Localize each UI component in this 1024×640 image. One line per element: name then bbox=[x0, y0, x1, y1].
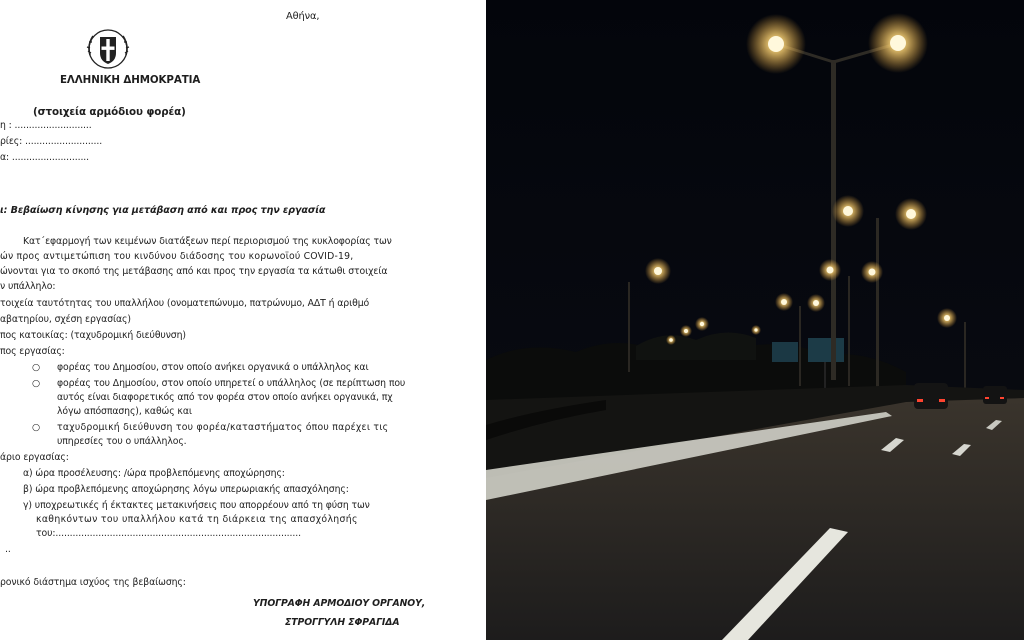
authority-heading: (στοιχεία αρμόδιου φορέα) bbox=[33, 106, 186, 118]
schedule-line: β) ώρα προβλεπόμενης αποχώρησης λόγω υπερωριακής απασχόλησης: bbox=[23, 484, 349, 495]
intro-line: Κατ΄εφαρμογή των κειμένων διατάξεων περί περιορισμού της κυκλοφορίας των bbox=[23, 236, 392, 247]
bullet-text: ταχυδρομική διεύθυνση του φορέα/καταστήματος όπου παρέχει τις bbox=[57, 422, 389, 433]
intro-line: ν υπάλληλο: bbox=[0, 281, 56, 292]
list-item: πος εργασίας: bbox=[0, 346, 65, 357]
document-city: Αθήνα, bbox=[286, 11, 320, 22]
list-item: αβατηρίου, σχέση εργασίας) bbox=[0, 314, 131, 325]
schedule-line: γ) υποχρεωτικές ή έκτακτες μετακινήσεις που απορρέουν από τη φύση των bbox=[23, 500, 370, 511]
bullet-text: αυτός είναι διαφορετικός από τον φορέα στον οποίο ανήκει οργανικά, πχ bbox=[57, 392, 393, 403]
field-line: α: ........................... bbox=[0, 152, 90, 163]
bullet-icon: ○ bbox=[32, 362, 41, 373]
field-line: ρίες: ........................... bbox=[0, 136, 103, 147]
schedule-title: άριο εργασίας: bbox=[0, 452, 69, 463]
schedule-line: καθηκόντων του υπαλλήλου κατά τη διάρκεια της απασχόλησής bbox=[36, 514, 358, 525]
intro-line: ώνονται για το σκοπό της μετάβασης από και προς την εργασία τα κάτωθι στοιχεία bbox=[0, 266, 388, 277]
list-item: τοιχεία ταυτότητας του υπαλλήλου (ονοματεπώνυμο, πατρώνυμο, ΑΔΤ ή αριθμό bbox=[0, 298, 370, 309]
bullet-icon: ○ bbox=[32, 422, 41, 433]
subject-line: ι: Βεβαίωση κίνησης για μετάβαση από και προς την εργασία bbox=[0, 205, 326, 216]
movement-certificate-document bbox=[0, 0, 486, 640]
list-item: πος κατοικίας: (ταχυδρομική διεύθυνση) bbox=[0, 330, 186, 341]
bullet-icon: ○ bbox=[32, 378, 41, 389]
schedule-line: .. bbox=[5, 544, 11, 555]
signature-label: ΥΠΟΓΡΑΦΗ ΑΡΜΟΔΙΟΥ ΟΡΓΑΝΟΥ, bbox=[253, 598, 426, 609]
bullet-text: φορέας του Δημοσίου, στον οποίο ανήκει οργανικά ο υπάλληλος και bbox=[57, 362, 369, 373]
bullet-text: φορέας του Δημοσίου, στον οποίο υπηρετεί ο υπάλληλος (σε περίπτωση που bbox=[57, 378, 406, 389]
night-highway-photo bbox=[486, 0, 1024, 640]
field-line: η : ........................... bbox=[0, 120, 92, 131]
emblem-label: ΕΛΛΗΝΙΚΗ ΔΗΜΟΚΡΑΤΙΑ bbox=[60, 74, 201, 86]
greek-emblem-icon bbox=[83, 27, 133, 71]
bullet-text: υπηρεσίες του ο υπάλληλος. bbox=[57, 436, 187, 447]
intro-line: ών προς αντιμετώπιση του κινδύνου διάδοσης του κορωνοϊού COVID-19, bbox=[0, 251, 354, 262]
validity-line: ρονικό διάστημα ισχύος της βεβαίωσης: bbox=[0, 577, 186, 588]
schedule-line: α) ώρα προσέλευσης: /ώρα προβλεπόμενης αποχώρησης: bbox=[23, 468, 285, 479]
bullet-text: λόγω απόσπασης), καθώς και bbox=[57, 406, 192, 417]
highway-road bbox=[486, 385, 1024, 640]
stamp-label: ΣΤΡΟΓΓΥΛΗ ΣΦΡΑΓΙΔΑ bbox=[285, 617, 400, 628]
schedule-line: του:...................................................................................... bbox=[36, 528, 301, 539]
